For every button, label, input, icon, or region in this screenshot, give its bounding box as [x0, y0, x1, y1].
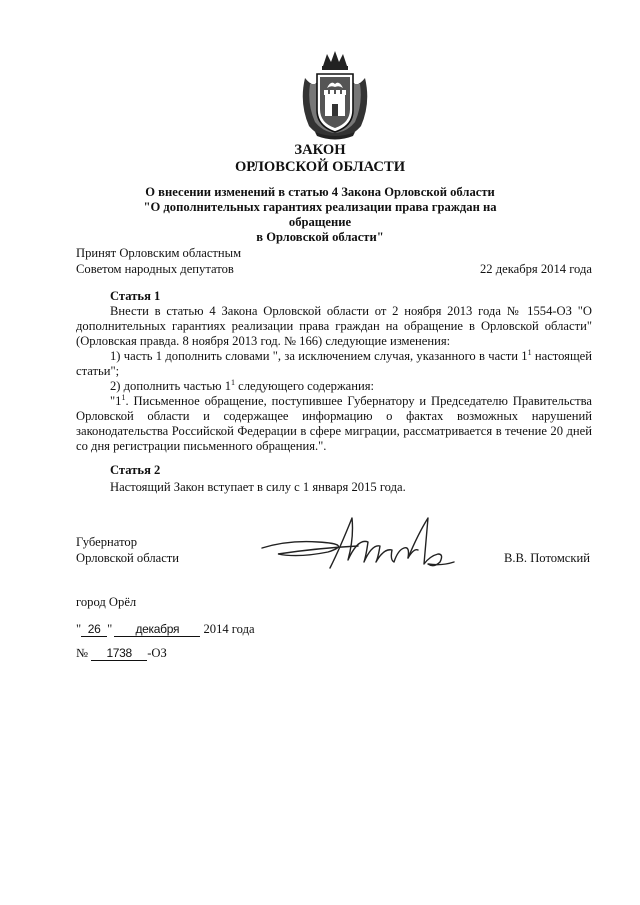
- governor-title-line-2: Орловской области: [76, 550, 180, 565]
- adoption-date: 22 декабря 2014 года: [479, 261, 592, 276]
- signing-date-line: " 26 " декабря 2014 года: [76, 622, 255, 636]
- adopted-by-block: [76, 246, 241, 277]
- law-number-line: № 1738 -ОЗ: [76, 646, 167, 660]
- article-1-paragraph-3: 2) дополнить частью $1^1$ следующего содержания:: [110, 378, 375, 393]
- signing-month: декабря: [114, 623, 200, 637]
- governor-name: В.В. Потомский: [503, 550, 590, 565]
- adopted-by-line-1: Принят Орловским областным: [76, 246, 242, 260]
- signing-day: 26: [81, 623, 107, 637]
- article-2-heading: Статья 2: [110, 463, 161, 477]
- subtitle-line-1: О внесении изменений в статью 4 Закона Орловской области: [145, 185, 495, 199]
- document-type-title: ЗАКОН: [294, 142, 346, 158]
- orel-region-coat-of-arms-icon: [295, 48, 375, 140]
- adopted-by-line-2: Советом народных депутатов: [76, 261, 234, 276]
- article-1-paragraph-2: 1) часть 1 дополнить словами ", за исключением случая, указанного в части $1^1$ настоящей статьи";: [76, 348, 592, 378]
- signing-year: 2014 года: [203, 622, 255, 636]
- region-title: ОРЛОВСКОЙ ОБЛАСТИ: [234, 159, 406, 175]
- governor-title-block: [76, 535, 179, 566]
- article-1-body: [76, 304, 592, 454]
- law-subtitle: [120, 185, 520, 245]
- article-1-heading: Статья 1: [110, 289, 161, 303]
- article-1-paragraph-4: "$1^1$. Письменное обращение, поступившее Губернатору и Председателю Правительства Орловской области и содержащее информацию о фактах возможных нарушений законодательства Российской Федерации в сфере миграции, рассматривается в течение 20 дней со дня регистрации письменного обращения.".: [76, 393, 592, 453]
- subtitle-line-2: "О дополнительных гарантиях реализации права граждан на обращение: [143, 200, 497, 229]
- article-2-text: Настоящий Закон вступает в силу с 1 января 2015 года.: [110, 480, 406, 494]
- governor-title-line-1: Губернатор: [76, 535, 137, 549]
- article-1-paragraph-1: Внести в статью 4 Закона Орловской области от 2 ноября 2013 года № 1554-ОЗ "О дополнительных гарантиях реализации права граждан на обращение в Орловской области" (Орловская правда. 8 ноября 2013 год. № 166) следующие изменения:: [76, 304, 592, 348]
- governor-signature: [258, 508, 468, 588]
- law-number: 1738: [91, 647, 147, 661]
- signing-city: город Орёл: [76, 595, 137, 609]
- subtitle-line-3: в Орловской области": [256, 230, 384, 244]
